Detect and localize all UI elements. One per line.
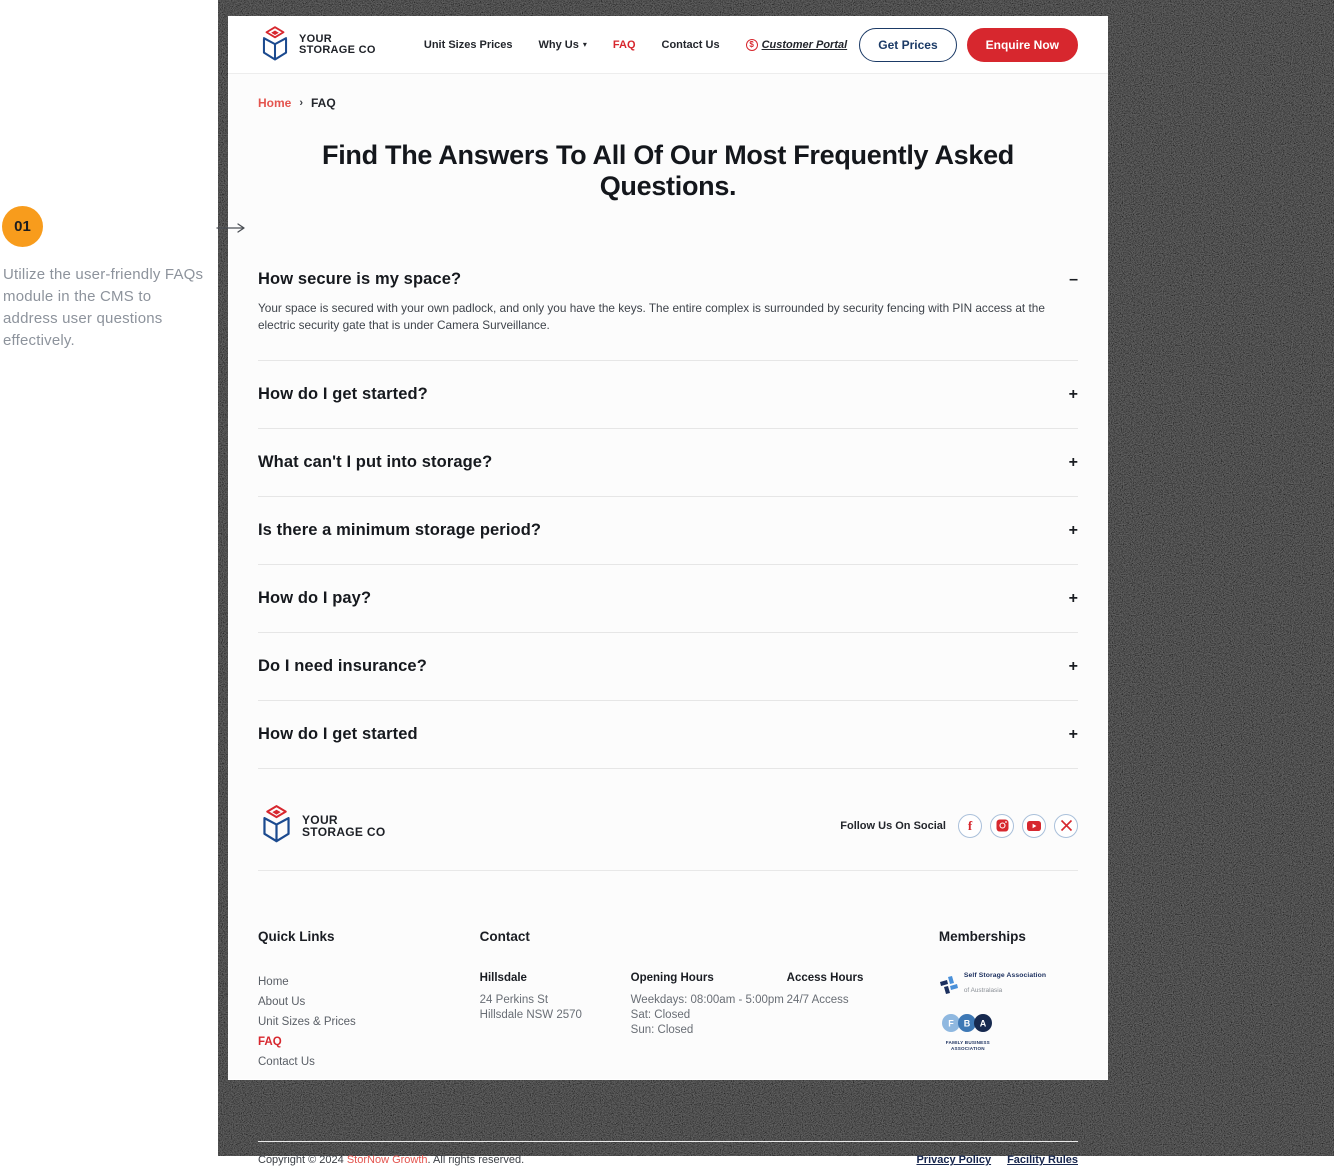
contact-address-line1: 24 Perkins St <box>479 994 549 1007</box>
footer-link-unit-sizes-prices[interactable]: Unit Sizes & Prices <box>258 1016 356 1029</box>
ssa-logo <box>939 972 1078 997</box>
faq-question: Is there a minimum storage period? <box>258 521 542 540</box>
x-glyph <box>1061 820 1072 831</box>
footer-link-about-us[interactable]: About Us <box>258 996 306 1009</box>
faq-question-row[interactable] <box>258 657 1078 676</box>
minus-icon[interactable]: – <box>1069 270 1078 288</box>
footer-divider <box>258 870 1078 871</box>
youtube-glyph <box>1027 821 1041 831</box>
memberships-column <box>939 929 1078 1101</box>
brand-name-line2: STORAGE CO <box>299 43 376 56</box>
follow-label: Follow Us On Social <box>840 819 946 832</box>
faq-question: How do I pay? <box>258 589 372 608</box>
nav-item-faq[interactable] <box>613 39 636 51</box>
dollar-circle-icon: $ <box>746 39 758 51</box>
enquire-now-button[interactable]: Enquire Now <box>967 28 1078 62</box>
nav-label: Why Us <box>538 38 579 51</box>
facility-rules-link[interactable]: Facility Rules <box>1007 1154 1078 1166</box>
breadcrumb-chevron-icon: › <box>299 97 304 109</box>
plus-icon[interactable]: + <box>1068 385 1078 403</box>
nav-item-unit-sizes-prices[interactable] <box>424 39 513 51</box>
x-icon[interactable] <box>1054 814 1078 838</box>
cube-logo-icon <box>258 26 292 64</box>
main-nav <box>388 39 847 51</box>
footer-link-contact-us[interactable]: Contact Us <box>258 1056 315 1069</box>
faq-question: Do I need insurance? <box>258 657 427 676</box>
contact-column <box>480 929 939 1101</box>
fba-circles-icon <box>941 1013 995 1033</box>
access-hours-title: Access Hours <box>786 972 864 985</box>
footer-link-home[interactable]: Home <box>258 976 289 989</box>
access-hours-block <box>787 972 897 1038</box>
fba-logo <box>939 1013 997 1051</box>
plus-icon[interactable]: + <box>1068 725 1078 743</box>
faq-question: How do I get started? <box>258 385 428 404</box>
faq-item-expanded <box>258 246 1078 361</box>
faq-question-row[interactable] <box>258 453 1078 472</box>
ssa-name: Self Storage Association <box>963 972 1047 980</box>
header-buttons <box>859 28 1078 62</box>
brand-name-line2: STORAGE CO <box>302 824 386 839</box>
memberships-title: Memberships <box>938 929 1026 945</box>
instagram-icon[interactable] <box>990 814 1014 838</box>
faq-question-row[interactable] <box>258 725 1078 744</box>
faq-item <box>258 565 1078 633</box>
faq-question: How secure is my space? <box>258 270 462 288</box>
opening-hours-weekdays: Weekdays: 08:00am - 5:00pm <box>630 994 784 1007</box>
faq-item <box>258 361 1078 429</box>
faq-item <box>258 497 1078 565</box>
copyright-suffix: . All rights reserved. <box>427 1154 525 1166</box>
legal-links <box>916 1154 1078 1166</box>
footer-link-faq[interactable]: FAQ <box>258 1036 282 1049</box>
page-content <box>228 74 1108 1166</box>
brand-name-line1: YOUR <box>302 812 338 827</box>
contact-address-line2: Hillsdale NSW 2570 <box>479 1009 582 1022</box>
faq-accordion <box>258 246 1078 769</box>
faq-question: How do I get started <box>258 725 418 744</box>
facebook-glyph: f <box>967 817 973 833</box>
faq-item <box>258 429 1078 497</box>
breadcrumb-home-link[interactable]: Home <box>258 96 292 110</box>
faq-question-row[interactable] <box>258 270 1078 289</box>
plus-icon[interactable]: + <box>1068 589 1078 607</box>
plus-icon[interactable]: + <box>1068 521 1078 539</box>
social-row <box>840 814 1078 838</box>
plus-icon[interactable]: + <box>1068 657 1078 675</box>
brand-name-line1: YOUR <box>299 32 332 45</box>
footer-brand-row <box>258 805 1078 846</box>
svg-text:F: F <box>948 1018 954 1029</box>
footer-brand-logo[interactable] <box>258 805 385 846</box>
privacy-policy-link[interactable]: Privacy Policy <box>916 1154 992 1166</box>
opening-hours-block <box>631 972 787 1038</box>
contact-location-block <box>480 972 631 1038</box>
breadcrumb-current: FAQ <box>311 96 336 110</box>
annotation-text: Utilize the user-friendly FAQs module in the CMS to address user questions effectively. <box>3 266 204 349</box>
site-header <box>228 16 1108 74</box>
opening-hours-title: Opening Hours <box>630 972 714 985</box>
fba-caption: FAMILY BUSINESS ASSOCIATION <box>945 1040 990 1051</box>
copyright-brand-link[interactable]: StorNow Growth <box>346 1154 428 1166</box>
nav-item-contact-us[interactable] <box>662 39 720 51</box>
svg-text:A: A <box>979 1018 987 1029</box>
faq-answer: Your space is secured with your own padlock, and only you have the keys. The entire complex is surrounded by security fencing with PIN access at the electric security gate that is under Camera Surveillance. <box>258 301 1045 333</box>
cube-logo-icon <box>258 805 295 846</box>
faq-question: What can't I put into storage? <box>258 453 493 472</box>
annotation-step-number: 01 <box>14 218 31 235</box>
copyright-prefix: Copyright © 2024 <box>258 1154 347 1166</box>
quick-links-column <box>258 929 480 1101</box>
plus-icon[interactable]: + <box>1068 453 1078 471</box>
facebook-icon[interactable] <box>958 814 982 838</box>
annotation-note <box>0 206 210 352</box>
nav-label: Contact Us <box>661 38 720 51</box>
access-hours-line: 24/7 Access <box>786 994 849 1007</box>
instagram-glyph <box>996 819 1009 832</box>
faq-question-row[interactable] <box>258 385 1078 404</box>
youtube-icon[interactable] <box>1022 814 1046 838</box>
page-title: Find The Answers To All Of Our Most Frequently Asked Questions. <box>322 140 1014 201</box>
faq-item <box>258 633 1078 701</box>
svg-text:B: B <box>963 1018 971 1029</box>
contact-location: Hillsdale <box>479 972 527 985</box>
nav-item-why-us[interactable] <box>539 39 587 51</box>
brand-logo[interactable] <box>258 26 376 64</box>
faq-question-row[interactable] <box>258 521 1078 540</box>
faq-item <box>258 701 1078 769</box>
nav-label: FAQ <box>612 38 636 51</box>
nav-item-customer-portal[interactable] <box>746 39 848 51</box>
copyright-text <box>258 1154 524 1166</box>
get-prices-button[interactable]: Get Prices <box>859 28 956 62</box>
social-icons <box>958 814 1078 838</box>
footer-bottom-divider <box>258 1141 1078 1142</box>
ssa-subtitle: of Australasia <box>963 987 1003 995</box>
nav-label: Unit Sizes Prices <box>423 38 513 51</box>
nav-label: Customer Portal <box>761 38 848 51</box>
faq-question-row[interactable] <box>258 589 1078 608</box>
contact-title: Contact <box>479 929 530 945</box>
page-card <box>228 16 1108 1166</box>
annotation-step-badge <box>2 206 43 247</box>
quick-links-title: Quick Links <box>258 929 335 945</box>
breadcrumb <box>258 74 1078 110</box>
annotation-arrow-icon <box>216 221 250 235</box>
chevron-down-icon: ▾ <box>582 40 587 49</box>
ssa-pinwheel-icon <box>939 975 959 995</box>
footer-bottom-row <box>258 1154 1078 1166</box>
footer-columns <box>258 929 1078 1101</box>
opening-hours-sun: Sun: Closed <box>630 1024 694 1037</box>
opening-hours-sat: Sat: Closed <box>630 1009 691 1022</box>
